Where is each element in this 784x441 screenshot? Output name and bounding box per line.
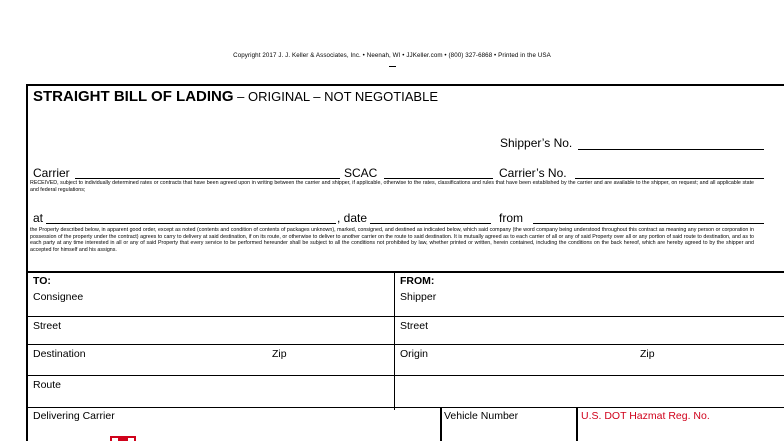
property-terms-text: the Property described below, in apparent good order, except as noted (contents and condition of contents of packages unknown), marked, consigned, and destined as indicated below, which said company (the word company being understood throughout this contract as meaning any person or corporation in possession of the property under the contract) agrees to carry to delivery at said destination, if on its route, or otherwise to deliver to another carrier on the route to said destination. It is mutually agreed as to each carrier of all or any of said Property over all or any portion of said route to destination, and as to each party at any time interested in all or any of said Property that every service to be performed hereunder shall be subject to all the conditions not prohibited by law, whether printed or written, herein contained, including the conditions on the back hereof, which are hereby agreed to by the shipper and accepted for himself and his assigns. [30,227,754,253]
table-top-border [26,271,784,273]
delivering-carrier-label: Delivering Carrier [33,410,115,422]
scac-field[interactable] [384,178,493,179]
date-label: , date [337,211,368,225]
form-title-main: STRAIGHT BILL OF LADING [33,88,234,105]
shippers-no-label: Shipper’s No. [500,136,573,150]
carriers-no-field[interactable] [575,178,764,179]
row-divider-destination [26,344,784,345]
hazmat-col-divider [576,408,578,441]
form-title [33,88,438,105]
row-divider-street [26,316,784,317]
shippers-no-field[interactable] [578,149,764,150]
carriers-no-label: Carrier’s No. [499,166,567,180]
destination-label: Destination [33,348,86,360]
vehicle-number-label: Vehicle Number [444,410,519,422]
origin-label: Origin [400,348,429,360]
bill-of-lading-form [26,84,784,441]
copyright-line: Copyright 2017 J. J. Keller & Associates, Inc. • Neenah, WI • JJKeller.com • (800) 327-6868 • Printed in the USA [233,52,551,59]
row-divider-route [26,375,784,376]
from-place-label: from [499,211,523,225]
street-label-consignee: Street [33,320,62,332]
route-label: Route [33,379,62,391]
carrier-field[interactable] [75,178,340,179]
from-section-label: FROM: [400,275,435,287]
zip-label-shipper: Zip [640,348,655,360]
form-title-sub: – ORIGINAL – NOT NEGOTIABLE [233,89,438,104]
to-label: TO: [33,275,51,287]
table-center-divider [394,272,395,410]
at-field[interactable] [46,223,336,224]
row-divider-carrier [26,407,784,408]
zip-label-consignee: Zip [272,348,287,360]
street-label-shipper: Street [400,320,429,332]
shipper-label: Shipper [400,291,437,303]
hazmat-reg-label: U.S. DOT Hazmat Reg. No. [581,410,710,422]
from-place-field[interactable] [533,223,764,224]
scac-label: SCAC [344,166,378,180]
at-label: at [33,211,44,225]
received-terms-text: RECEIVED, subject to individually determined rates or contracts that have been agreed upon in writing between the carrier and shipper, if applicable, otherwise to the rates, classifications and rules that have been established by the carrier and are available to the shipper, on request; and all applicable state and federal regulations; [30,180,754,193]
date-field[interactable] [370,223,491,224]
hazmat-placard-icon [110,436,136,441]
copyright-divider [389,66,396,67]
consignee-label: Consignee [33,291,84,303]
vehicle-col-divider [440,408,442,441]
carrier-label: Carrier [33,166,70,180]
